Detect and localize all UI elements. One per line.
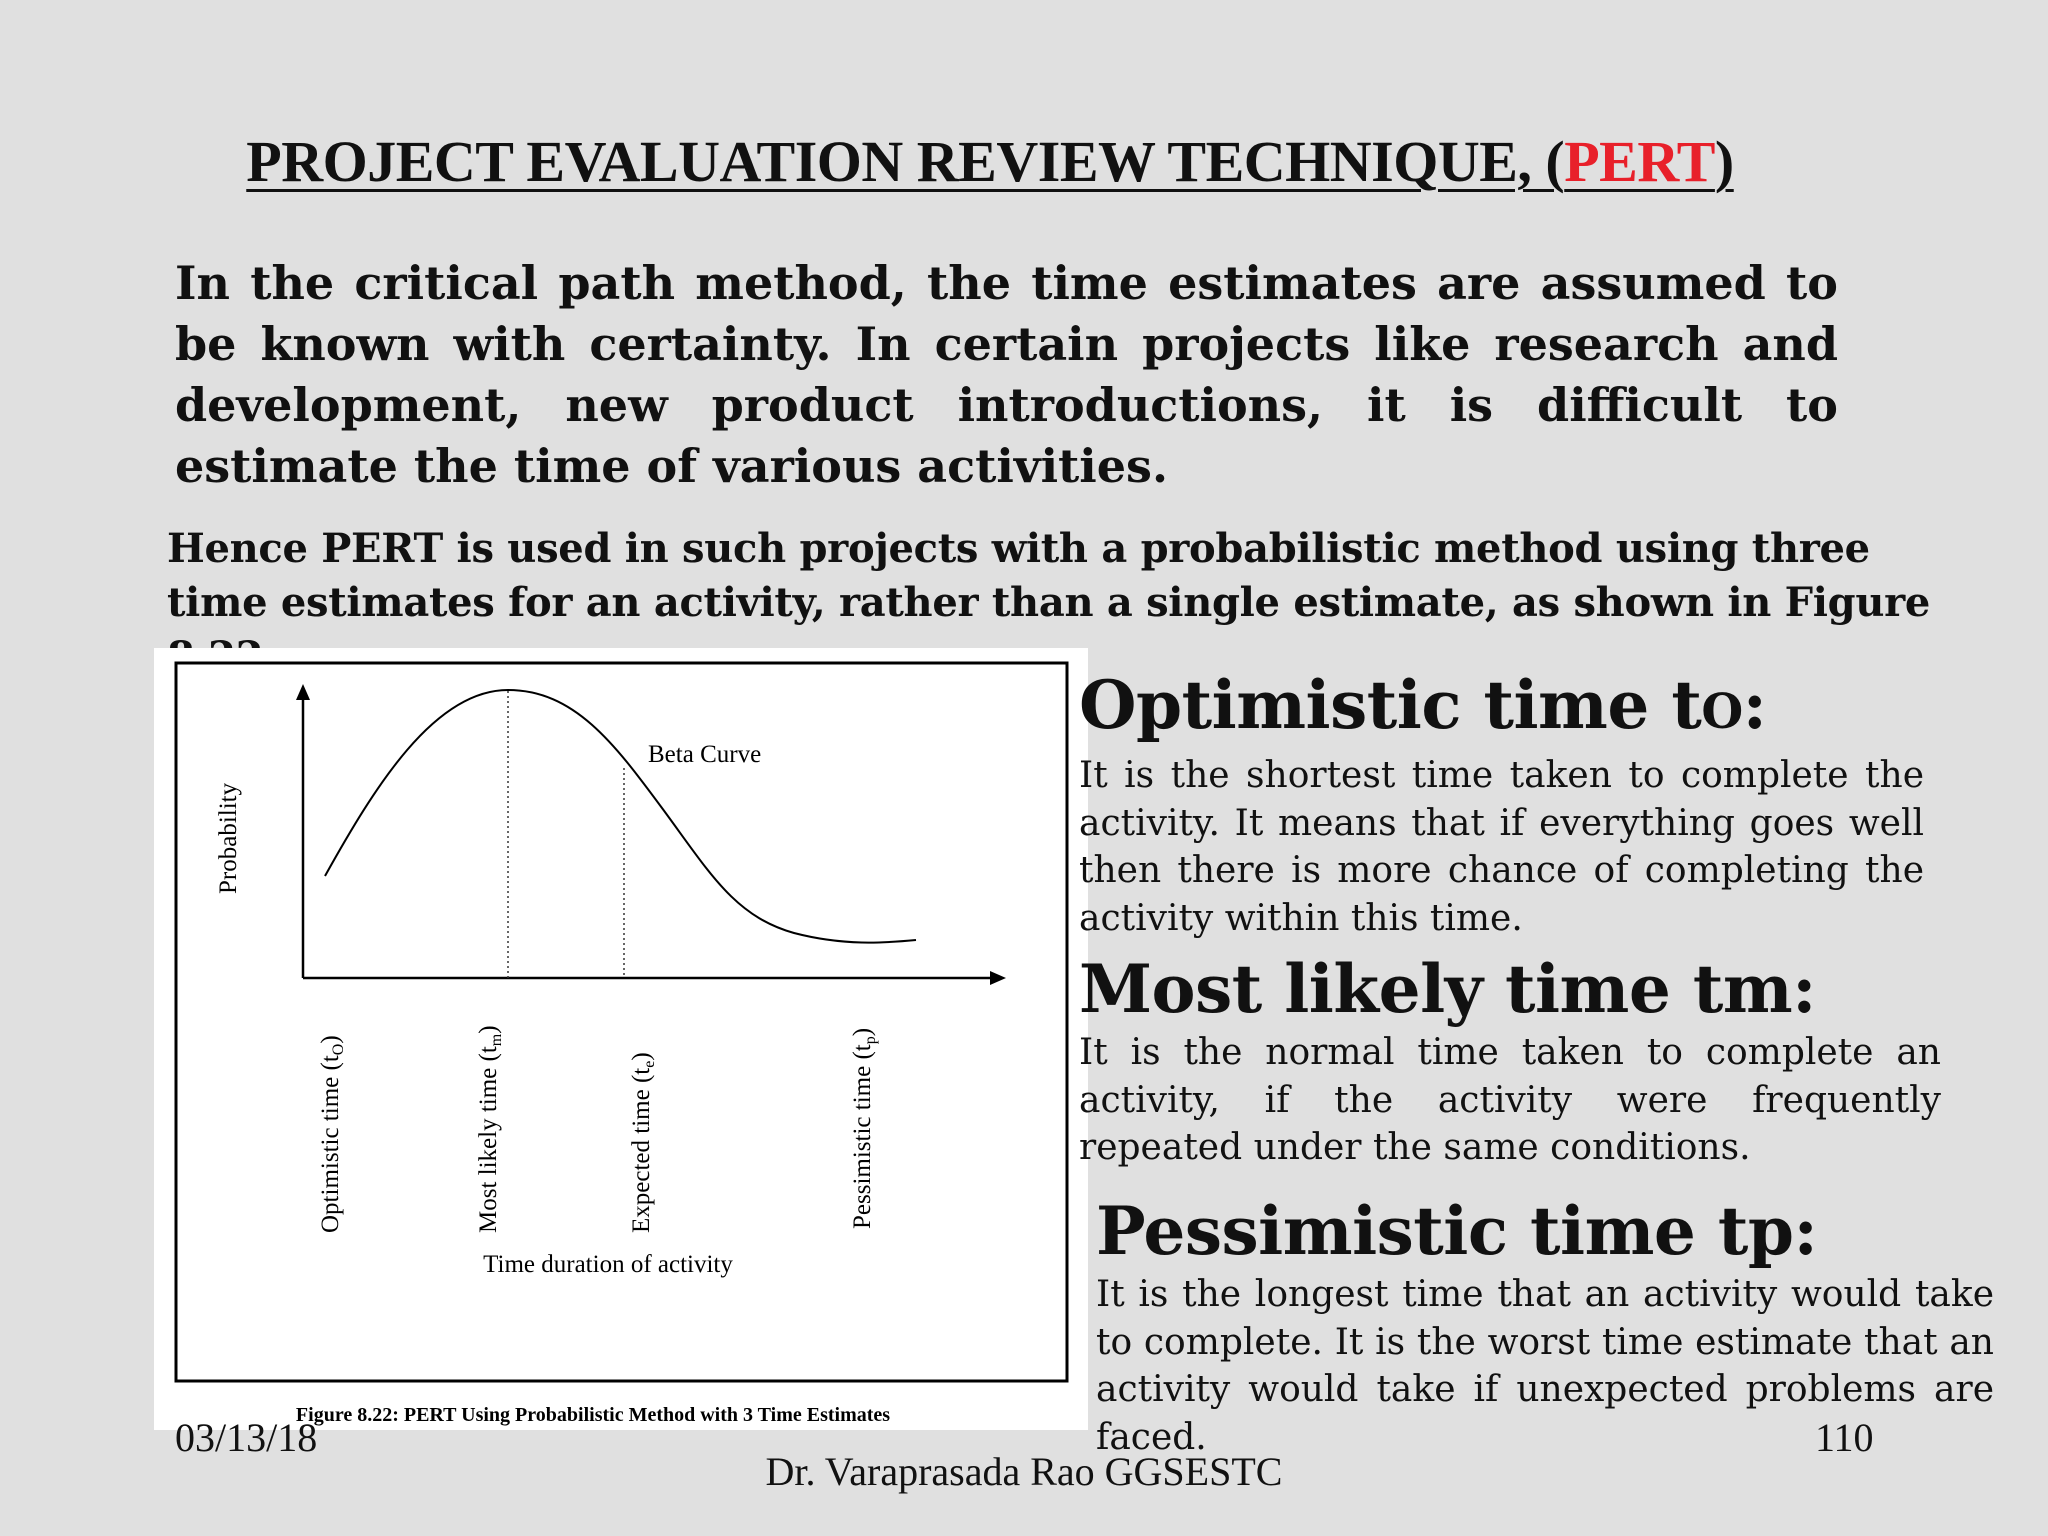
most-likely-time-section — [1079, 949, 1941, 1172]
intro-paragraph: In the critical path method, the time estimates are assumed to be known with certainty. In certain projects like research and development, new product introductions, it is difficult to estimate the time of various activities. — [175, 256, 1838, 493]
footer-author: Dr. Varaprasada Rao GGSESTC — [765, 1449, 1283, 1494]
slide-title — [0, 128, 1980, 195]
title-close: ) — [1714, 129, 1734, 194]
page-number: 110 — [1815, 1415, 1874, 1460]
beta-curve-diagram — [154, 648, 1088, 1430]
beta-curve-label: Beta Curve — [648, 741, 762, 768]
pessimistic-time-body: It is the longest time that an activity would take to complete. It is the worst time estimate that an activity would take if unexpected problems are faced. — [1096, 1274, 1994, 1458]
pessimistic-time-heading: Pessimistic time tp: — [1096, 1192, 1818, 1270]
marker-most-likely: Most likely time $(t_m)$ — [475, 1025, 505, 1233]
marker-optimistic: Optimistic time $(t_O)$ — [317, 1035, 347, 1233]
title-main: PROJECT EVALUATION REVIEW TECHNIQUE, ( — [246, 129, 1565, 194]
pert-description-paragraph: Hence PERT is used in such projects with a probabilistic method using three time estimates for an activity, rather than a single estimate, as shown in Figure — [167, 525, 1931, 626]
y-axis-label: Probability — [215, 782, 242, 894]
most-likely-time-heading: Most likely time tm: — [1079, 950, 1817, 1028]
title-accent-pert: PERT — [1564, 129, 1715, 194]
figure-caption: Figure 8.22: PERT Using Probabilistic Method with 3 Time Estimates — [295, 1404, 891, 1426]
heading-subscript: O — [1701, 684, 1743, 740]
marker-pessimistic: Pessimistic time $(t_p)$ — [849, 1027, 879, 1229]
most-likely-time-body: It is the normal time taken to complete an activity, if the activity were frequently repeated under the same conditions. — [1079, 1032, 1941, 1168]
footer-date: 03/13/18 — [175, 1415, 318, 1460]
optimistic-time-section — [1079, 665, 1924, 942]
pert-figure — [154, 648, 1088, 1430]
optimistic-time-body: It is the shortest time taken to complete the activity. It means that if everything goes well then there is more chance of completing the activity within this time. — [1079, 755, 1924, 939]
optimistic-time-heading: Optimistic time tO: — [1079, 666, 1767, 744]
marker-expected: Expected time $(t_e)$ — [628, 1052, 658, 1233]
x-axis-label: Time duration of activity — [483, 1251, 733, 1278]
